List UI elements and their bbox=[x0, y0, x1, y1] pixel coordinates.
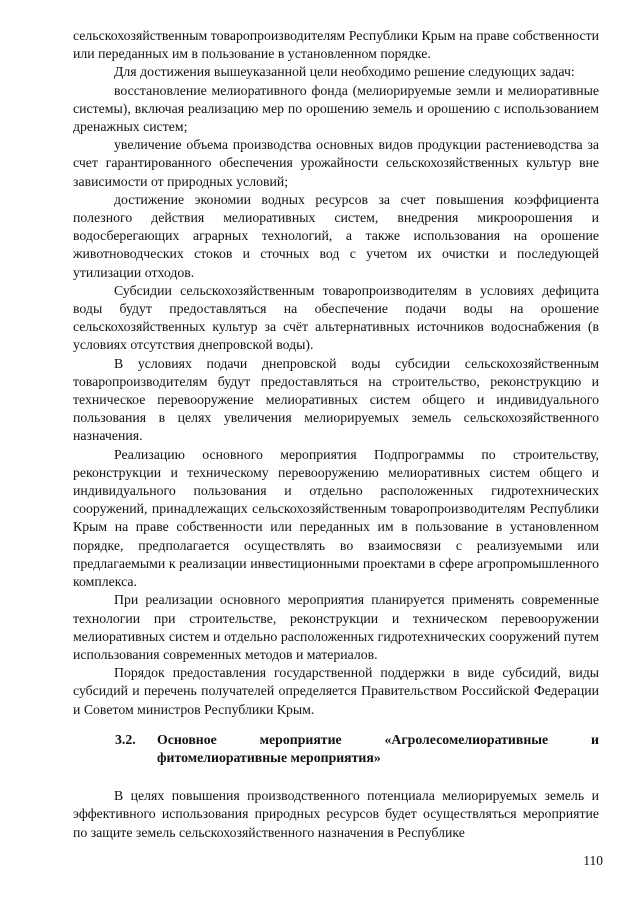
document-body bbox=[73, 27, 599, 842]
body-paragraph: сельскохозяйственным товаропроизводителям Республики Крым на праве собственности или переданных им в пользование в установленном порядке. bbox=[73, 28, 599, 62]
body-paragraph: Субсидии сельскохозяйственным товаропроизводителям в условиях дефицита воды будут предоставляться на обеспечение подачи воды на орошение сельскохозяйственных культур за счёт альтернативных источников водоснабжения (в условиях отсутствия днепровской воды). bbox=[73, 282, 599, 353]
body-paragraph: увеличение объема производства основных видов продукции растениеводства за счет гарантированного обеспечения урожайности сельскохозяйственных культур вне зависимости от природных условий; bbox=[73, 137, 599, 189]
section-title-line-1: Основное мероприятие «Агролесомелиоративные и bbox=[157, 731, 599, 747]
body-paragraph: Порядок предоставления государственной поддержки в виде субсидий, виды субсидий и перечень получателей определяется Правительством Российской Федерации и Советом министров Республики Крым. bbox=[73, 665, 599, 717]
section-heading bbox=[73, 731, 599, 767]
body-paragraph: Для достижения вышеуказанной цели необходимо решение следующих задач: bbox=[114, 64, 575, 80]
page-number: 110 bbox=[583, 853, 603, 868]
body-paragraph: восстановление мелиоративного фонда (мелиорируемые земли и мелиоративные системы), включая реализацию мер по орошению земель и орошению с использованием дренажных систем; bbox=[73, 82, 599, 135]
section-title-line-2: фитомелиоративные мероприятия» bbox=[157, 749, 381, 765]
body-paragraph: Реализацию основного мероприятия Подпрограммы по строительству, реконструкции и техническому перевооружению мелиоративных систем общего и индивидуального пользования и отдельно расположенных гидротехнических сооружений, принадлежащих сельскохозяйственным товаропроизводителям Республики Крым на праве собственности или переданных им в пользование в установленном порядке, предполагается осуществлять во взаимосвязи с реализуемыми или предлагаемыми к реализации инвестиционными проектами в сфере агропромышленного комплекса. bbox=[73, 446, 599, 590]
body-paragraph: При реализации основного мероприятия планируется применять современные технологии при строительстве, реконструкции и техническом перевооружении мелиоративных систем и отдельно расположенных гидротехнических сооружений путем использования современных методов и материалов. bbox=[73, 592, 599, 662]
body-paragraph: достижение экономии водных ресурсов за счет повышения коэффициента полезного действия мелиоративных систем, внедрения микроорошения и водосберегающих аграрных технологий, а также использования на орошение животноводческих стоков и сточных вод с учетом их очистки и последующей утилизации отходов. bbox=[73, 191, 599, 280]
spacer bbox=[73, 767, 599, 787]
spacer bbox=[73, 719, 599, 731]
body-paragraph: В условиях подачи днепровской воды субсидии сельскохозяйственным товаропроизводителям будут предоставляться на строительство, реконструкцию и техническое перевооружение мелиоративных систем общего и индивидуального пользования в целях увеличения мелиорируемых земель сельскохозяйственного назначения. bbox=[73, 355, 599, 444]
body-paragraph: В целях повышения производственного потенциала мелиорируемых земель и эффективного использования природных ресурсов будет осуществляться мероприятие по защите земель сельскохозяйственного назначения в Республике bbox=[73, 788, 599, 840]
section-number: 3.2. bbox=[115, 731, 136, 747]
